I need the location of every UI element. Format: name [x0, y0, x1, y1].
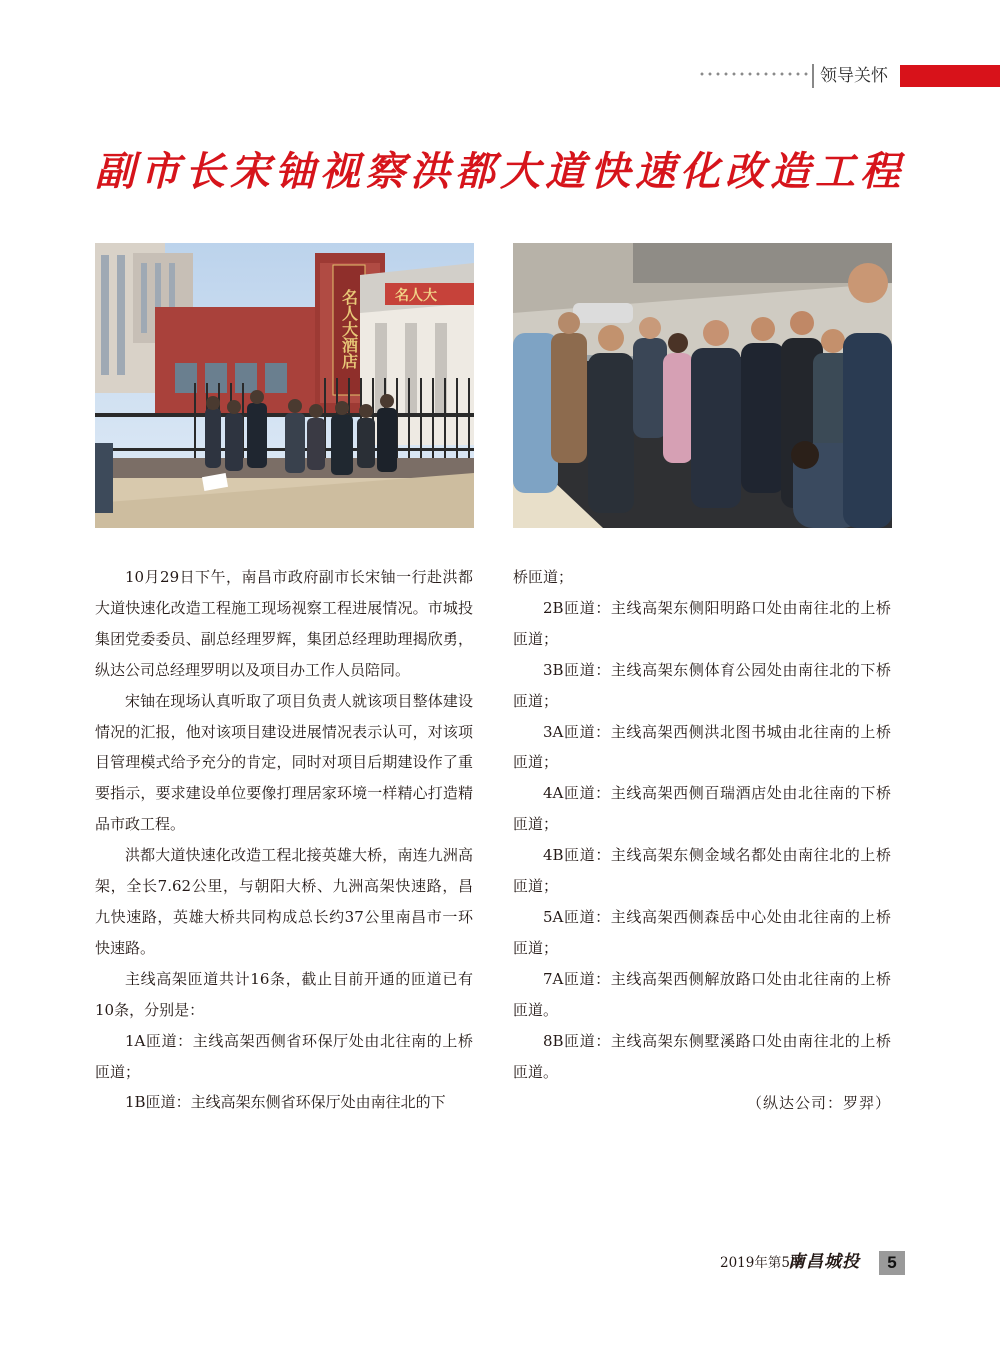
- header-red-bar: [900, 65, 1000, 87]
- section-label: 领导关怀: [820, 66, 888, 86]
- building-signboard: 名人大酒店: [339, 289, 359, 369]
- header-dots-decoration: [698, 67, 808, 81]
- paragraph: 2B匝道：主线高架东侧阳明路口处由南往北的上桥匝道；: [513, 598, 891, 648]
- paragraph: 3A匝道：主线高架西侧洪北图书城由北往南的上桥匝道；: [513, 722, 891, 772]
- photo-site-visit-building: [95, 243, 474, 528]
- paragraph: 洪都大道快速化改造工程北接英雄大桥，南连九洲高架，全长7.62公里，与朝阳大桥、九洲高架快速路，昌九快速路，英雄大桥共同构成总长约37公里南昌市一环快速路。: [95, 846, 473, 957]
- author-signature: （纵达公司：罗羿）: [746, 1094, 891, 1113]
- header-divider: [812, 64, 814, 88]
- paragraph: 主线高架匝道共计16条，截止目前开通的匝道已有10条，分别是：: [95, 969, 473, 1019]
- paragraph: 4A匝道：主线高架西侧百瑞酒店处由北往南的下桥匝道；: [513, 784, 891, 834]
- building-signboard-side: 名人大: [395, 288, 437, 304]
- paragraph: 1B匝道：主线高架东侧省环保厅处由南往北的下: [125, 1093, 446, 1112]
- paragraph: 1A匝道：主线高架西侧省环保厅处由北往南的上桥匝道；: [95, 1031, 473, 1081]
- paragraph: 10月29日下午，南昌市政府副市长宋铀一行赴洪都大道快速化改造工程施工现场视察工程进展情况。市城投集团党委委员、副总经理罗辉，集团总经理助理揭欣勇，纵达公司总经理罗明以及项目办工作人员陪同。: [95, 568, 473, 679]
- paragraph: 5A匝道：主线高架西侧森岳中心处由北往南的上桥匝道；: [513, 907, 891, 957]
- page-number: 5: [879, 1251, 905, 1275]
- photo-site-visit-road: [513, 243, 892, 528]
- paragraph-continuation: 桥匝道；: [513, 568, 574, 586]
- paragraph: 3B匝道：主线高架东侧体育公园处由南往北的下桥匝道；: [513, 660, 891, 710]
- paragraph: 宋铀在现场认真听取了项目负责人就该项目整体建设情况的汇报，他对该项目建设进展情况表示认可，对该项目管理模式给予充分的肯定，同时对项目后期建设作了重要指示，要求建设单位要像打理居家环境一样精心打造精品市政工程。: [95, 691, 473, 834]
- paragraph: 8B匝道：主线高架东侧墅溪路口处由南往北的上桥匝道。: [513, 1031, 891, 1081]
- text-column-left: [95, 562, 473, 1118]
- footer-magazine-name: 南昌城投: [788, 1252, 860, 1272]
- text-column-right: [513, 562, 891, 1119]
- paragraph: 7A匝道：主线高架西侧解放路口处由北往南的上桥匝道。: [513, 969, 891, 1019]
- footer-issue: 2019年第5期: [720, 1255, 804, 1271]
- paragraph: 4B匝道：主线高架东侧金域名都处由南往北的上桥匝道；: [513, 846, 891, 896]
- article-title: 副市长宋铀视察洪都大道快速化改造工程: [95, 148, 905, 195]
